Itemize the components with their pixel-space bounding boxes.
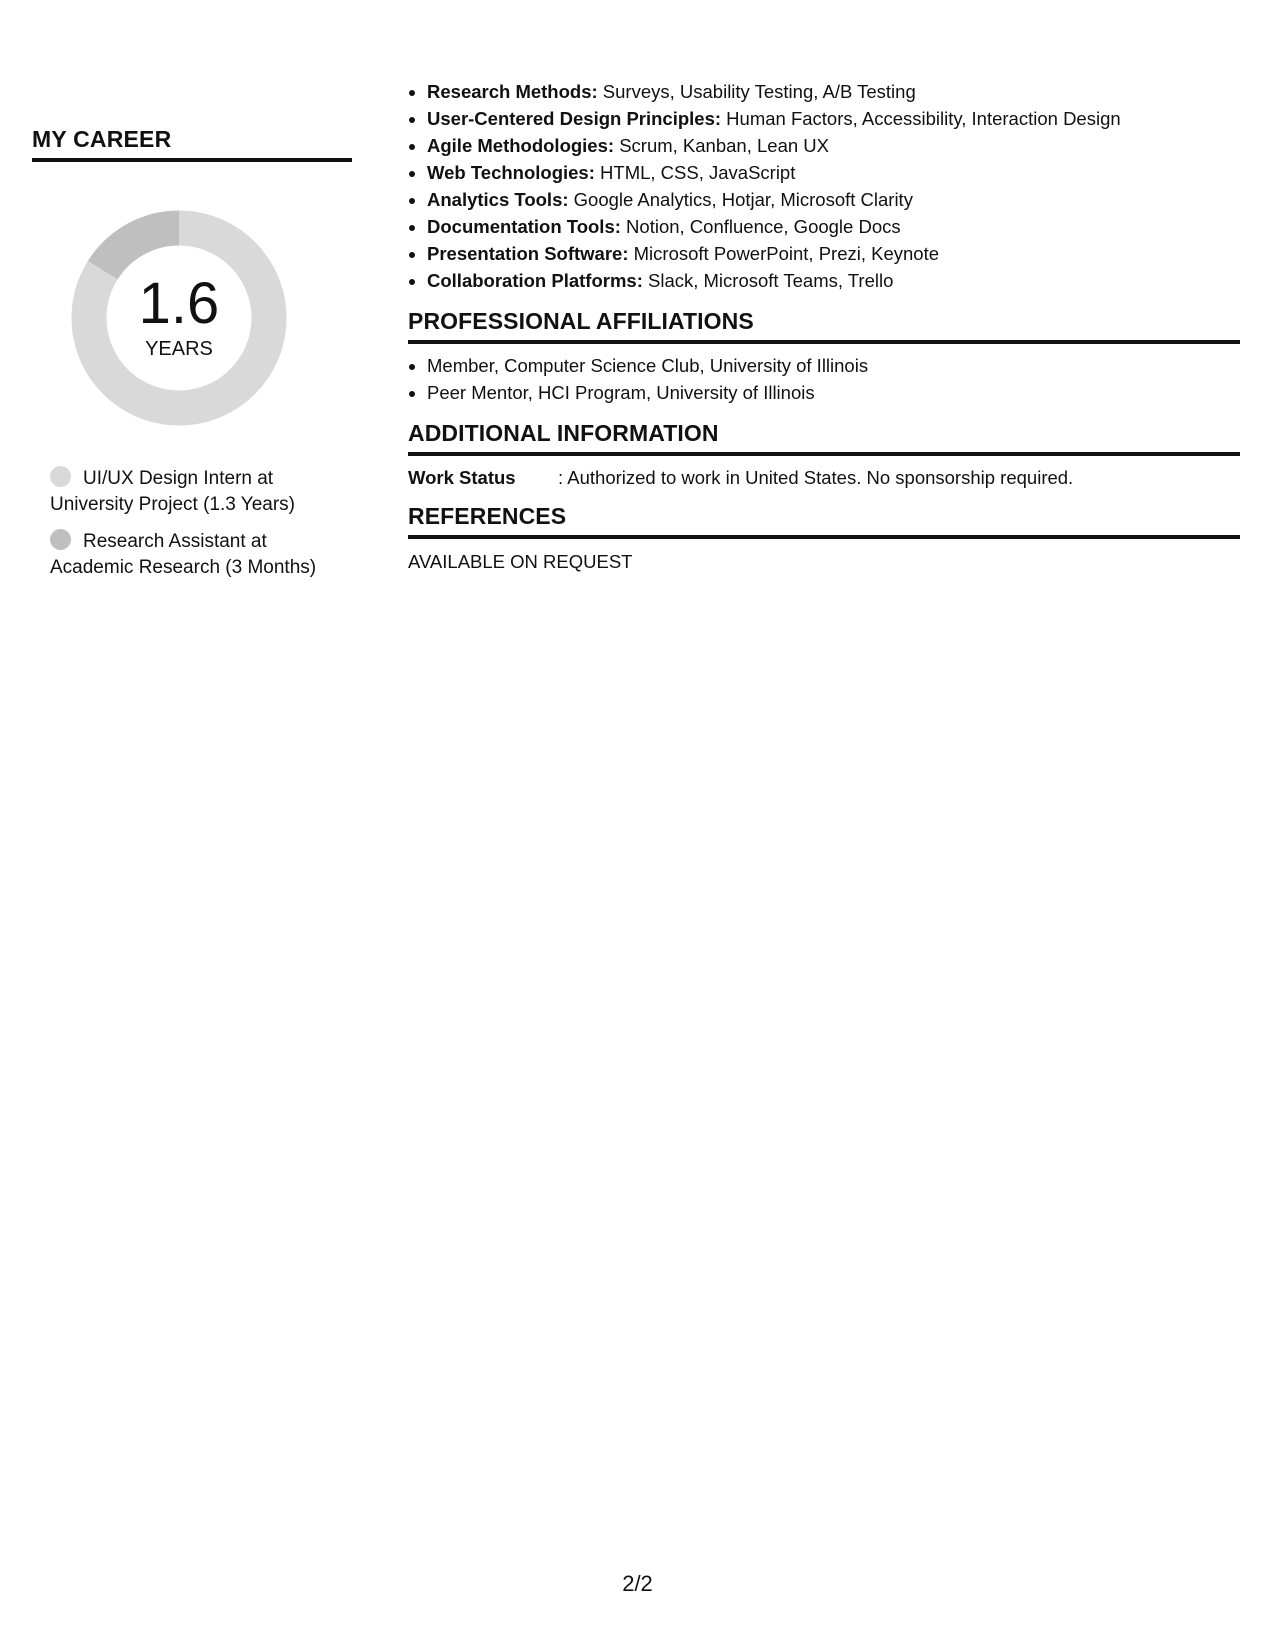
affiliations-list: [408, 352, 1240, 406]
skill-value: Microsoft PowerPoint, Prezi, Keynote: [628, 243, 940, 264]
main-column: [408, 78, 1240, 575]
career-total-years: 1.6: [138, 271, 220, 336]
skill-key: Presentation Software:: [427, 243, 629, 264]
skill-value: Human Factors, Accessibility, Interaction Design: [721, 108, 1121, 129]
career-total-unit: YEARS: [145, 338, 213, 360]
page-number: 2/2: [622, 1571, 653, 1596]
legend-dot-icon: [50, 466, 71, 487]
references-text: AVAILABLE ON REQUEST: [408, 551, 633, 572]
skill-value: Notion, Confluence, Google Docs: [620, 216, 901, 237]
skill-item: [427, 132, 1240, 159]
skill-key: Research Methods:: [427, 81, 598, 102]
legend-label: Research Assistant at Academic Research (3 Months): [50, 531, 317, 578]
skill-value: Google Analytics, Hotjar, Microsoft Clarity: [568, 189, 913, 210]
career-legend: [50, 466, 340, 592]
career-donut-chart: [66, 205, 292, 431]
work-status-row: [408, 464, 1240, 491]
legend-item: [50, 466, 340, 518]
legend-label: UI/UX Design Intern at University Project (1.3 Years): [50, 468, 295, 515]
skill-value: Surveys, Usability Testing, A/B Testing: [597, 81, 916, 102]
additional-info-heading: ADDITIONAL INFORMATION: [408, 420, 1240, 456]
skill-item: [427, 240, 1240, 267]
skill-key: User-Centered Design Principles:: [427, 108, 722, 129]
skill-item: [427, 186, 1240, 213]
affiliations-heading: PROFESSIONAL AFFILIATIONS: [408, 308, 1240, 344]
work-status-label: Work Status: [408, 467, 516, 488]
skill-key: Collaboration Platforms:: [427, 270, 643, 291]
affiliation-item: • Peer Mentor, HCI Program, University of Illinois: [427, 379, 1240, 406]
skill-value: HTML, CSS, JavaScript: [594, 162, 796, 183]
skill-key: Web Technologies:: [427, 162, 595, 183]
skill-value: Scrum, Kanban, Lean UX: [614, 135, 829, 156]
skill-item: [427, 213, 1240, 240]
skill-key: Documentation Tools:: [427, 216, 621, 237]
affiliation-item: • Member, Computer Science Club, University of Illinois: [427, 352, 1240, 379]
skill-value: Slack, Microsoft Teams, Trello: [642, 270, 894, 291]
skill-key: Agile Methodologies:: [427, 135, 615, 156]
skill-item: [427, 267, 1240, 294]
skill-item: [427, 159, 1240, 186]
work-status-value: : Authorized to work in United States. No sponsorship required.: [558, 467, 1074, 488]
skill-key: Analytics Tools:: [427, 189, 569, 210]
references-heading: REFERENCES: [408, 503, 1240, 539]
legend-dot-icon: [50, 529, 71, 550]
legend-item: [50, 529, 340, 581]
skill-item: [427, 105, 1240, 132]
career-heading: MY CAREER: [32, 126, 352, 162]
skill-item: [427, 78, 1240, 105]
skills-list: [408, 78, 1240, 294]
